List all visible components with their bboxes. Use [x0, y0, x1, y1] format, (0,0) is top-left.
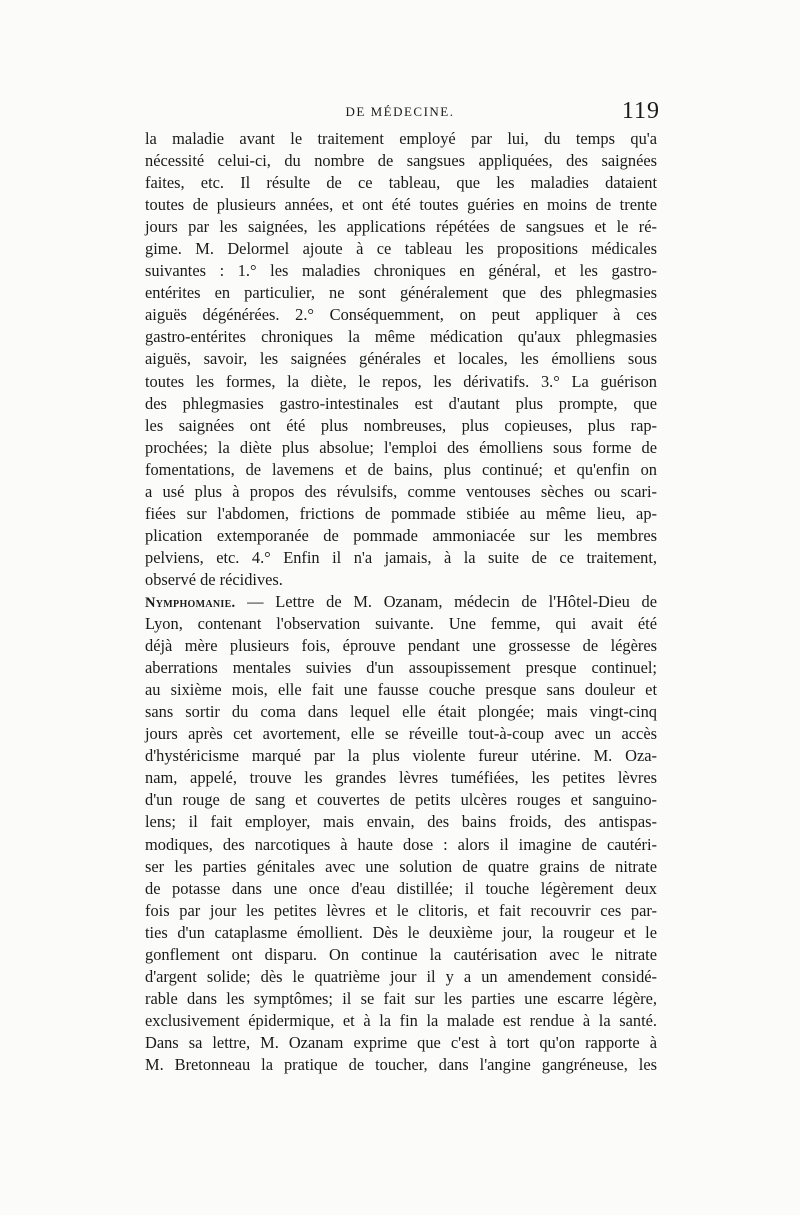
text-line: de potasse dans une once d'eau distillée; il touche légèrement deux — [145, 878, 657, 898]
text-line: déjà mère plusieurs fois, éprouve pendant une grossesse de légères — [145, 636, 657, 656]
text-line: aiguës, savoir, les saignées générales et locales, les émolliens sous — [145, 349, 657, 369]
text-line: Lyon, contenant l'observation suivante. Une femme, qui avait été — [145, 614, 657, 634]
text-line: fomentations, de lavemens et de bains, plus continué; et qu'enfin on — [145, 459, 657, 479]
paragraph-nymphomanie — [145, 591, 657, 1076]
page-number: 119 — [621, 98, 660, 124]
text-line: jours après cet avortement, elle se réveille tout-à-coup avec un accès — [145, 724, 657, 744]
text-line: toutes les formes, la diète, le repos, les dérivatifs. 3.° La guérison — [145, 371, 657, 391]
text-line: pelviens, etc. 4.° Enfin il n'a jamais, à la suite de ce traitement, — [145, 547, 657, 567]
text-line: M. Bretonneau la pratique de toucher, dans l'angine gangréneuse, les — [145, 1054, 657, 1074]
text-line: plication extemporanée de pommade ammoniacée sur les membres — [145, 525, 657, 545]
first-line-text: Lettre de M. Ozanam, médecin de l'Hôtel-Dieu de — [275, 591, 657, 611]
text-line: nécessité celui-ci, du nombre de sangsues appliquées, des saignées — [145, 151, 657, 171]
text-line: exclusivement épidermique, et à la fin la malade est rendue à la santé. — [145, 1010, 657, 1030]
text-line: ties d'un cataplasme émollient. Dès le deuxième jour, la rougeur et le — [145, 922, 657, 942]
text-line: d'argent solide; dès le quatrième jour il y a un amendement considé- — [145, 966, 657, 986]
text-line: entérites en particulier, ne sont généralement que des phlegmasies — [145, 283, 657, 303]
body-text — [145, 128, 657, 1076]
text-line: rable dans les symptômes; il se fait sur les parties une escarre légère, — [145, 988, 657, 1008]
text-line: des phlegmasies gastro-intestinales est d'autant plus prompte, que — [145, 393, 657, 413]
text-line: aiguës dégénérées. 2.° Conséquemment, on peut appliquer à ces — [145, 305, 657, 325]
text-line: jours par les saignées, les applications répétées de sangsues et le ré- — [145, 217, 657, 237]
running-head — [140, 98, 660, 128]
text-line: nam, appelé, trouve les grandes lèvres tuméfiées, les petites lèvres — [145, 768, 657, 788]
text-line: la maladie avant le traitement employé par lui, du temps qu'a — [145, 129, 657, 148]
text-line: d'hystéricisme marqué par la plus violente fureur utérine. M. Oza- — [145, 746, 657, 766]
text-line: d'un rouge de sang et couvertes de petits ulcères rouges et sanguino- — [145, 790, 657, 810]
text-line: au sixième mois, elle fait une fausse couche presque sans douleur et — [145, 680, 657, 700]
text-line: prochées; la diète plus absolue; l'emploi des émolliens sous forme de — [145, 437, 657, 457]
text-line: gonflement ont disparu. On continue la cautérisation avec le nitrate — [145, 944, 657, 964]
text-line: toutes de plusieurs années, et ont été toutes guéries en moins de trente — [145, 195, 657, 215]
text-line: fois par jour les petites lèvres et le clitoris, et fait recouvrir ces par- — [145, 900, 657, 920]
text-line: gime. M. Delormel ajoute à ce tableau les propositions médicales — [145, 239, 657, 259]
text-line: observé de récidives. — [145, 569, 283, 589]
text-line: faites, etc. Il résulte de ce tableau, que les maladies dataient — [145, 173, 657, 193]
text-line: suivantes : 1.° les maladies chroniques en général, et les gastro- — [145, 261, 657, 281]
text-line: fiées sur l'abdomen, frictions de pommade stibiée au même lieu, ap- — [145, 503, 657, 523]
heading-dash: — — [235, 591, 276, 611]
text-line: sans sortir du coma dans lequel elle était plongée; mais vingt-cinq — [145, 702, 657, 722]
text-line: les saignées ont été plus nombreuses, plus copieuses, plus rap- — [145, 415, 657, 435]
text-line: a usé plus à propos des révulsifs, comme ventouses sèches ou scari- — [145, 481, 657, 501]
text-line: ser les parties génitales avec une solution de quatre grains de nitrate — [145, 856, 657, 876]
text-line: Dans sa lettre, M. Ozanam exprime que c'est à tort qu'on rapporte à — [145, 1032, 657, 1052]
text-line: modiques, des narcotiques à haute dose : alors il imagine de cautéri- — [145, 834, 657, 854]
text-line: gastro-entérites chroniques la même médication qu'aux phlegmasies — [145, 327, 657, 347]
text-line — [145, 591, 657, 613]
paragraph-results — [145, 128, 657, 591]
text-line: lens; il fait employer, mais envain, des bains froids, des antispas- — [145, 812, 657, 832]
running-title: DE MÉDECINE. — [345, 104, 455, 119]
section-heading: Nymphomanie. — [145, 594, 236, 611]
text-line: aberrations mentales suivies d'un assoupissement presque continuel; — [145, 658, 657, 678]
